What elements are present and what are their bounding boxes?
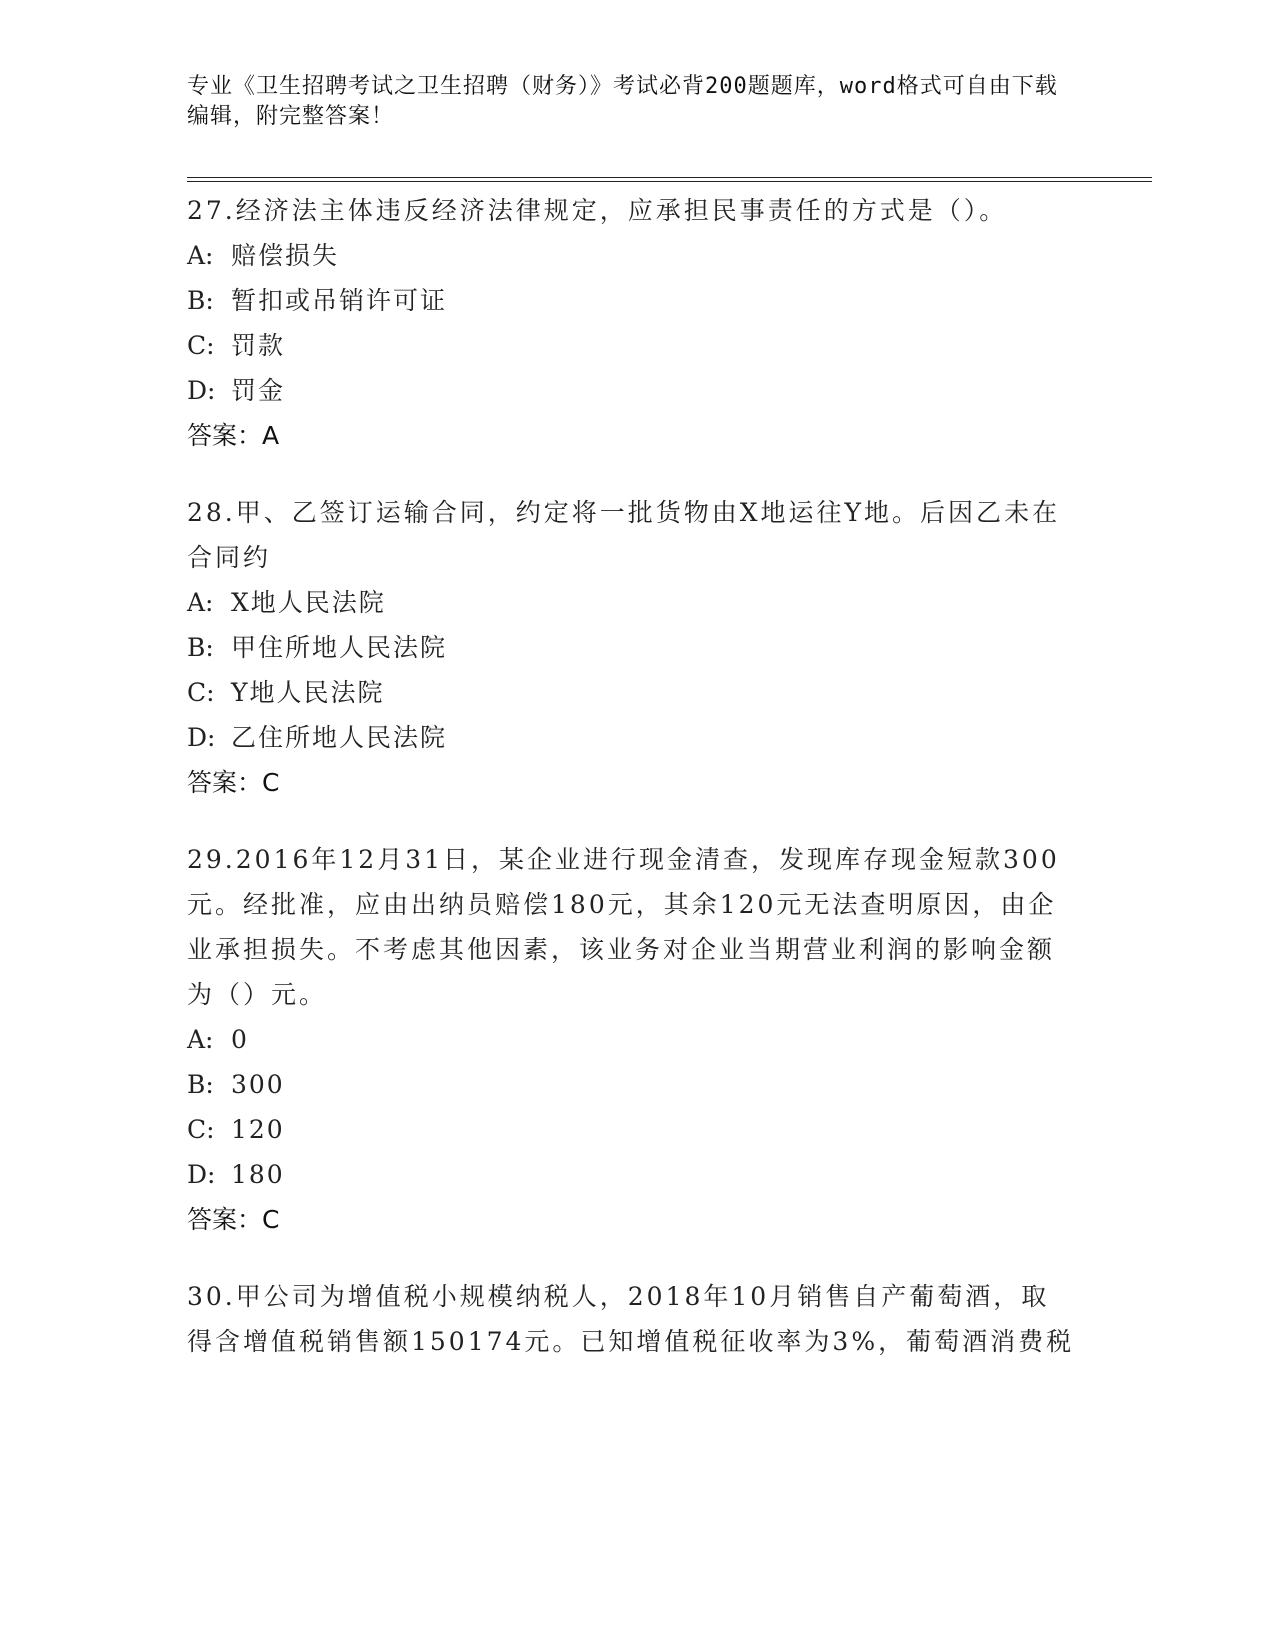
option-label: C: [187, 678, 215, 707]
option-label: B: [187, 1070, 214, 1099]
option-label: B: [187, 633, 214, 662]
option-text: 暂扣或吊销许可证 [231, 286, 448, 315]
answer-line: 答案：A [187, 421, 280, 450]
option-label: C: [187, 331, 215, 360]
option-label: A: [187, 588, 214, 617]
option-label: D: [187, 376, 216, 405]
option-text: 赔偿损失 [231, 241, 340, 270]
option-text: 罚款 [231, 331, 286, 360]
option-c [187, 1107, 1077, 1152]
option-text: X地人民法院 [231, 588, 386, 617]
option-label: A: [187, 1025, 214, 1054]
answer-line: 答案：C [187, 1205, 280, 1234]
option-label: B: [187, 286, 214, 315]
document-intro: 专业《卫生招聘考试之卫生招聘（财务）》考试必背200题题库，word格式可自由下载编辑，附完整答案！ [187, 74, 1058, 129]
option-c [187, 670, 1077, 715]
option-text: 0 [231, 1025, 249, 1054]
question-29 [187, 837, 1077, 1242]
option-d [187, 1152, 1077, 1197]
option-label: C: [187, 1115, 215, 1144]
option-b [187, 625, 1077, 670]
option-c [187, 323, 1077, 368]
option-a [187, 233, 1077, 278]
option-d [187, 715, 1077, 760]
question-27 [187, 188, 1077, 458]
option-text: 甲住所地人民法院 [231, 633, 448, 662]
header-divider-bottom [187, 181, 1152, 182]
option-a [187, 1017, 1077, 1062]
option-b [187, 1062, 1077, 1107]
option-b [187, 278, 1077, 323]
header-divider-top [187, 177, 1152, 178]
option-text: 300 [231, 1070, 285, 1099]
question-28 [187, 490, 1077, 805]
option-d [187, 368, 1077, 413]
question-stem: 28.甲、乙签订运输合同，约定将一批货物由X地运往Y地。后因乙未在合同约 [187, 498, 1061, 572]
question-list [187, 188, 1077, 1396]
option-text: Y地人民法院 [231, 678, 385, 707]
option-label: D: [187, 723, 216, 752]
option-text: 乙住所地人民法院 [231, 723, 448, 752]
option-text: 120 [231, 1115, 285, 1144]
option-a [187, 580, 1077, 625]
question-stem: 30.甲公司为增值税小规模纳税人，2018年10月销售自产葡萄酒，取得含增值税销售额150174元。已知增值税征收率为3%，葡萄酒消费税 [187, 1282, 1075, 1356]
question-stem: 29.2016年12月31日，某企业进行现金清查，发现库存现金短款300元。经批准，应由出纳员赔偿180元，其余120元无法查明原因，由企业承担损失。不考虑其他因素，该业务对企业当期营业利润的影响金额为（）元。 [187, 845, 1060, 1009]
option-text: 罚金 [231, 376, 286, 405]
option-label: A: [187, 241, 214, 270]
question-stem: 27.经济法主体违反经济法律规定，应承担民事责任的方式是（）。 [187, 196, 1008, 225]
answer-line: 答案：C [187, 768, 280, 797]
question-30 [187, 1274, 1077, 1364]
option-label: D: [187, 1160, 216, 1189]
option-text: 180 [231, 1160, 285, 1189]
